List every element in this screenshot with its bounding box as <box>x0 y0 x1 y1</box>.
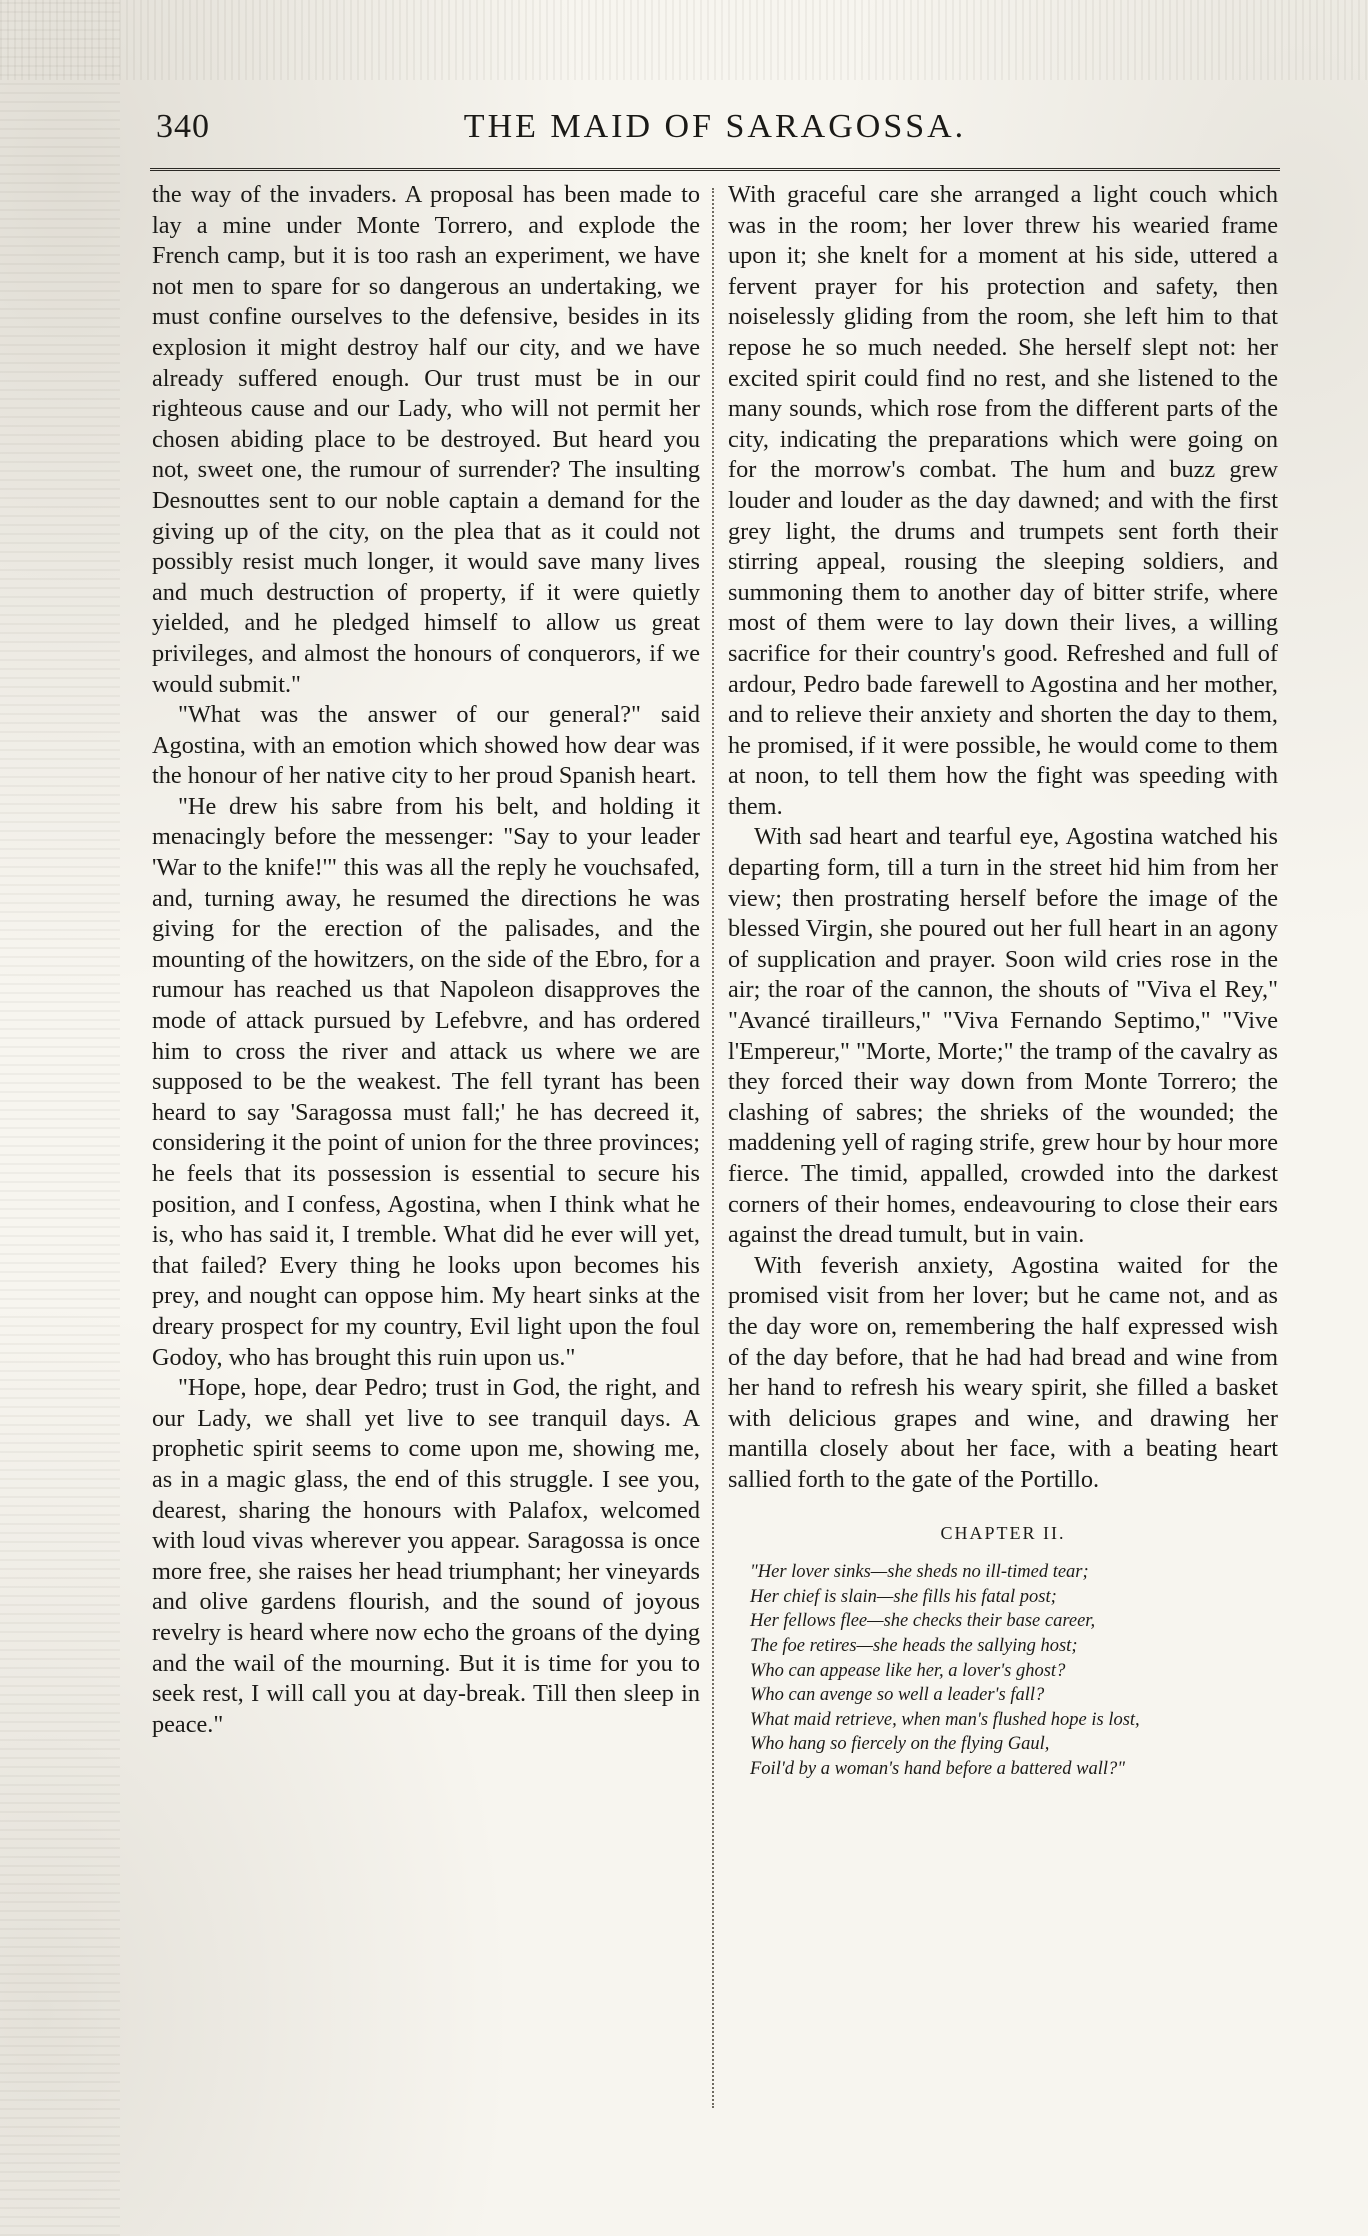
verse-line: Foil'd by a woman's hand before a battered wall?" <box>750 1758 1126 1779</box>
left-column <box>152 180 700 1740</box>
verse-line: What maid retrieve, when man's flushed hope is lost, <box>750 1709 1140 1730</box>
paragraph: "Hope, hope, dear Pedro; trust in God, the right, and our Lady, we shall yet live to see tranquil days. A prophetic spirit seems to come upon me, showing me, as in a magic glass, the end of this struggle. I see you, dearest, sharing the honours with Palafox, welcomed with loud vivas wherever you appear. Saragossa is once more free, she raises her head triumphant; her vineyards and olive gardens flourish, and the sound of joyous revelry is heard where now echo the groans of the dying and the wail of the mourning. But it is time for you to seek rest, I will call you at day-break. Till then sleep in peace." <box>152 1374 700 1738</box>
verse-line: The foe retires—she heads the sallying host; <box>750 1635 1078 1656</box>
paragraph: the way of the invaders. A proposal has been made to lay a mine under Monte Torrero, and explode the French camp, but it is too rash an experiment, we have not men to spare for so dangerous an undertaking, we must confine ourselves to the defensive, besides in its explosion it might destroy half our city, and we have already suffered enough. Our trust must be in our righteous cause and our Lady, who will not permit her chosen abiding place to be destroyed. But heard you not, sweet one, the rumour of surrender? The insulting Desnouttes sent to our noble captain a demand for the giving up of the city, on the plea that as it could not possibly resist much longer, it would save many lives and much destruction of property, if it were quietly yielded, and he pledged himself to allow us great privileges, and almost the honours of conquerors, if we would submit." <box>152 181 700 698</box>
verse-line: "Her lover sinks—she sheds no ill-timed tear; <box>750 1562 1089 1583</box>
paragraph: "What was the answer of our general?" said Agostina, with an emotion which showed how dear was the honour of her native city to her proud Spanish heart. <box>152 701 700 790</box>
page-number: 340 <box>156 108 210 145</box>
verse-line: Her fellows flee—she checks their base career, <box>750 1611 1096 1632</box>
paragraph: "He drew his sabre from his belt, and holding it menacingly before the messenger: "Say to your leader 'War to the knife!'" this was all the reply he vouchsafed, and, turning away, he resumed the directions he was giving for the erection of the palisades, and the mounting of the howitzers, on the side of the Ebro, for a rumour has reached us that Napoleon disapproves the mode of attack pursued by Lefebvre, and has ordered him to cross the river and attack us where we are supposed to be the weakest. The fell tyrant has been heard to say 'Saragossa must fall;' he has decreed it, considering it the point of union for the three provinces; he feels that its possession is essential to secure his position, and I confess, Agostina, when I think what he is, who has said it, I tremble. What did he ever will yet, that failed? Every thing he looks upon becomes his prey, and nought can oppose him. My heart sinks at the dreary prospect for my country, Evil light upon the foul Godoy, who has brought this ruin upon us." <box>152 792 700 1371</box>
paragraph: With graceful care she arranged a light couch which was in the room; her lover threw his wearied frame upon it; she knelt for a moment at his side, uttered a fervent prayer for his protection and safety, then noiselessly gliding from the room, she left him to that repose he so much needed. She herself slept not: her excited spirit could find no rest, and she listened to the many sounds, which rose from the different parts of the city, indicating the preparations which were going on for the morrow's combat. The hum and buzz grew louder and louder as the day dawned; and with the first grey light, the drums and trumpets sent forth their stirring appeal, rousing the sleeping soldiers, and summoning them to another day of bitter strife, where most of them were to lay down their lives, a willing sacrifice for their country's good. Refreshed and full of ardour, Pedro bade farewell to Agostina and her mother, and to relieve their anxiety and shorten the day to them, he promised, if it were possible, he would come to them at noon, to tell them how the fight was speeding with them. <box>728 181 1278 820</box>
verse-line: Who can avenge so well a leader's fall? <box>750 1685 1045 1706</box>
running-title: THE MAID OF SARAGOSSA. <box>463 108 967 145</box>
verse-line: Who can appease like her, a lover's ghost? <box>750 1660 1066 1681</box>
right-column <box>728 180 1278 1781</box>
header-rule <box>150 168 1280 171</box>
column-divider <box>712 188 714 2108</box>
scan-noise-left <box>0 0 120 2236</box>
verse-line: Her chief is slain—she fills his fatal post; <box>750 1586 1057 1607</box>
paragraph: With sad heart and tearful eye, Agostina watched his departing form, till a turn in the street hid him from her view; then prostrating herself before the image of the blessed Virgin, she poured out her full heart in an agony of supplication and prayer. Soon wild cries rose in the air; the roar of the cannon, the shouts of "Viva el Rey," "Avancé tirailleurs," "Viva Fernando Septimo," "Vive l'Empereur," "Morte, Morte;" the tramp of the cavalry as they forced their way down from Monte Torrero; the clashing of sabres; the shrieks of the wounded; the maddening yell of raging strife, grew hour by hour more fierce. The timid, appalled, crowded into the darkest corners of their homes, endeavouring to close their ears against the dread tumult, but in vain. <box>728 823 1278 1249</box>
page-header <box>150 104 1280 156</box>
chapter-heading: CHAPTER II. <box>940 1522 1066 1543</box>
verse-line: Who hang so fiercely on the flying Gaul, <box>750 1734 1050 1755</box>
paragraph: With feverish anxiety, Agostina waited for the promised visit from her lover; but he came not, and as the day wore on, remembering the half expressed wish of the day before, that he had had bread and wine from her hand to refresh his weary spirit, she filled a basket with delicious grapes and wine, and drawing her mantilla closely about her face, with a beating heart sallied forth to the gate of the Portillo. <box>728 1251 1278 1493</box>
verse-epigraph <box>750 1560 1278 1781</box>
scan-noise-top <box>0 0 1368 80</box>
